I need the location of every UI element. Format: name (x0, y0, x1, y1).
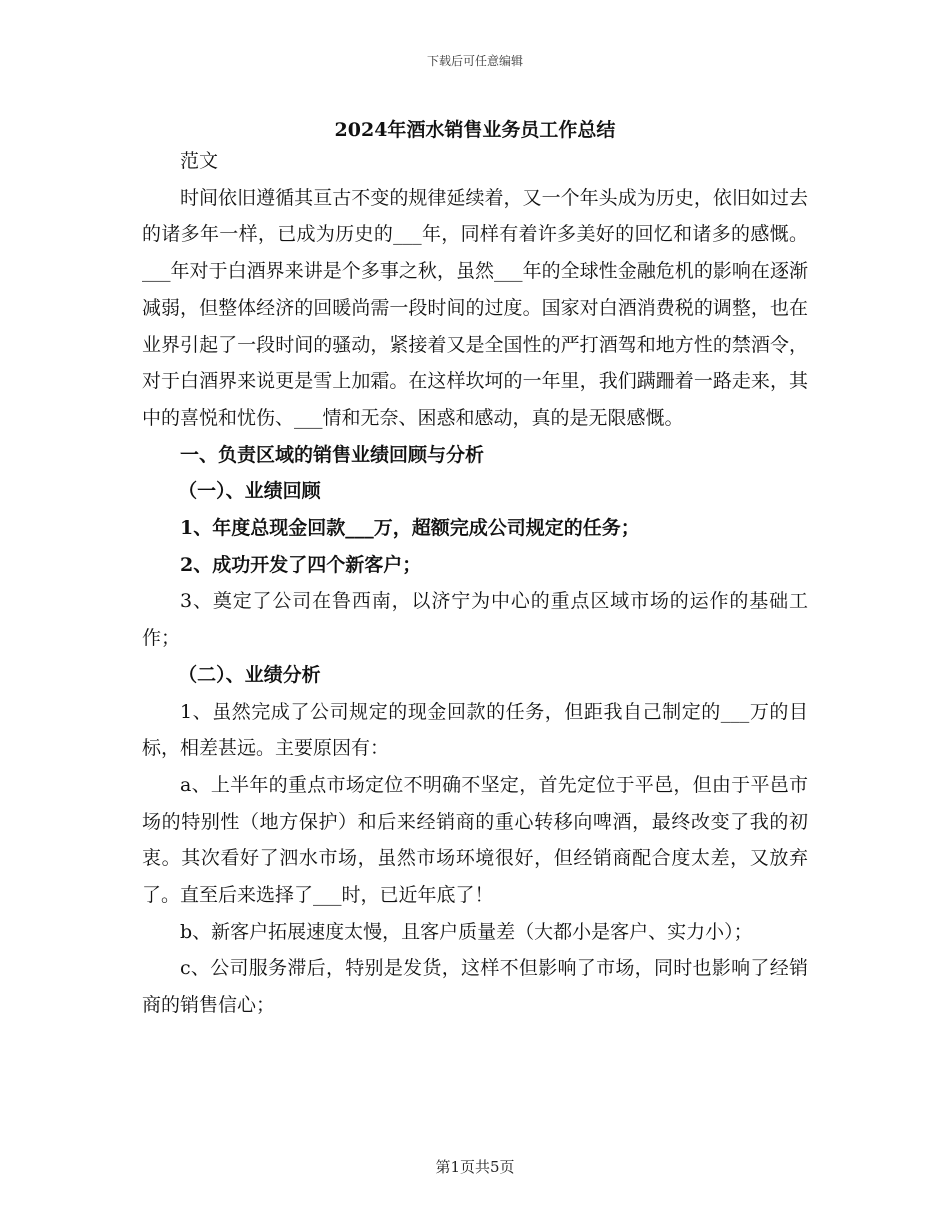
subsection-heading-review: （一）、业绩回顾 (178, 480, 321, 503)
analysis-item-b: b、新客户拓展速度太慢，且客户质量差（大都小是客户、实力小）； (180, 920, 753, 943)
paragraph-intro: 时间依旧遵循其亘古不变的规律延续着，又一个年头成为历史，依旧如过去的诸多年一样，已成为历史的___年，同样有着许多美好的回忆和诸多的感慨。___年对于白酒界来讲是个多事之秋，虽然___年的全球性金融危机的影响在逐渐减弱，但整体经济的回暖尚需一段时间的过度。国家对白酒消费税的调整，也在业界引起了一段时间的骚动，紧接着又是全国性的严打酒驾和地方性的禁酒令，对于白酒界来说更是雪上加霜。在这样坎坷的一年里，我们蹒跚着一路走来，其中的喜悦和忧伤、___情和无奈、困惑和感动，真的是无限感慨。 (142, 186, 808, 429)
page-footer-number: 第1页共5页 (435, 1158, 515, 1176)
page-header-note: 下载后可任意编辑 (426, 54, 523, 68)
analysis-item-a: a、上半年的重点市场定位不明确不坚定，首先定位于平邑，但由于平邑市场的特别性（地方保护）和后来经销商的重心转移向啤酒，最终改变了我的初衷。其次看好了泗水市场，虽然市场环境很好，但经销商配合度太差，又放弃了。直至后来选择了___时，已近年底了！ (142, 773, 808, 907)
list-item-1: 1、年度总现金回款___万，超额完成公司规定的任务； (180, 517, 640, 540)
paragraph-fanwen: 范文 (180, 150, 219, 172)
analysis-item-c: c、公司服务滞后，特别是发货，这样不但影响了市场，同时也影响了经销商的销售信心； (142, 957, 808, 1017)
subsection-heading-analysis: （二）、业绩分析 (178, 663, 321, 686)
document-title: 2024年酒水销售业务员工作总结 (334, 119, 616, 141)
list-item-2: 2、成功开发了四个新客户； (180, 553, 422, 576)
document-body (142, 143, 808, 1024)
list-item-3: 3、奠定了公司在鲁西南，以济宁为中心的重点区域市场的运作的基础工作； (142, 590, 808, 650)
section-heading-1: 一、负责区域的销售业绩回顾与分析 (180, 443, 485, 466)
analysis-item-1: 1、虽然完成了公司规定的现金回款的任务，但距我自己制定的___万的目标，相差甚远。主要原因有： (142, 700, 808, 760)
